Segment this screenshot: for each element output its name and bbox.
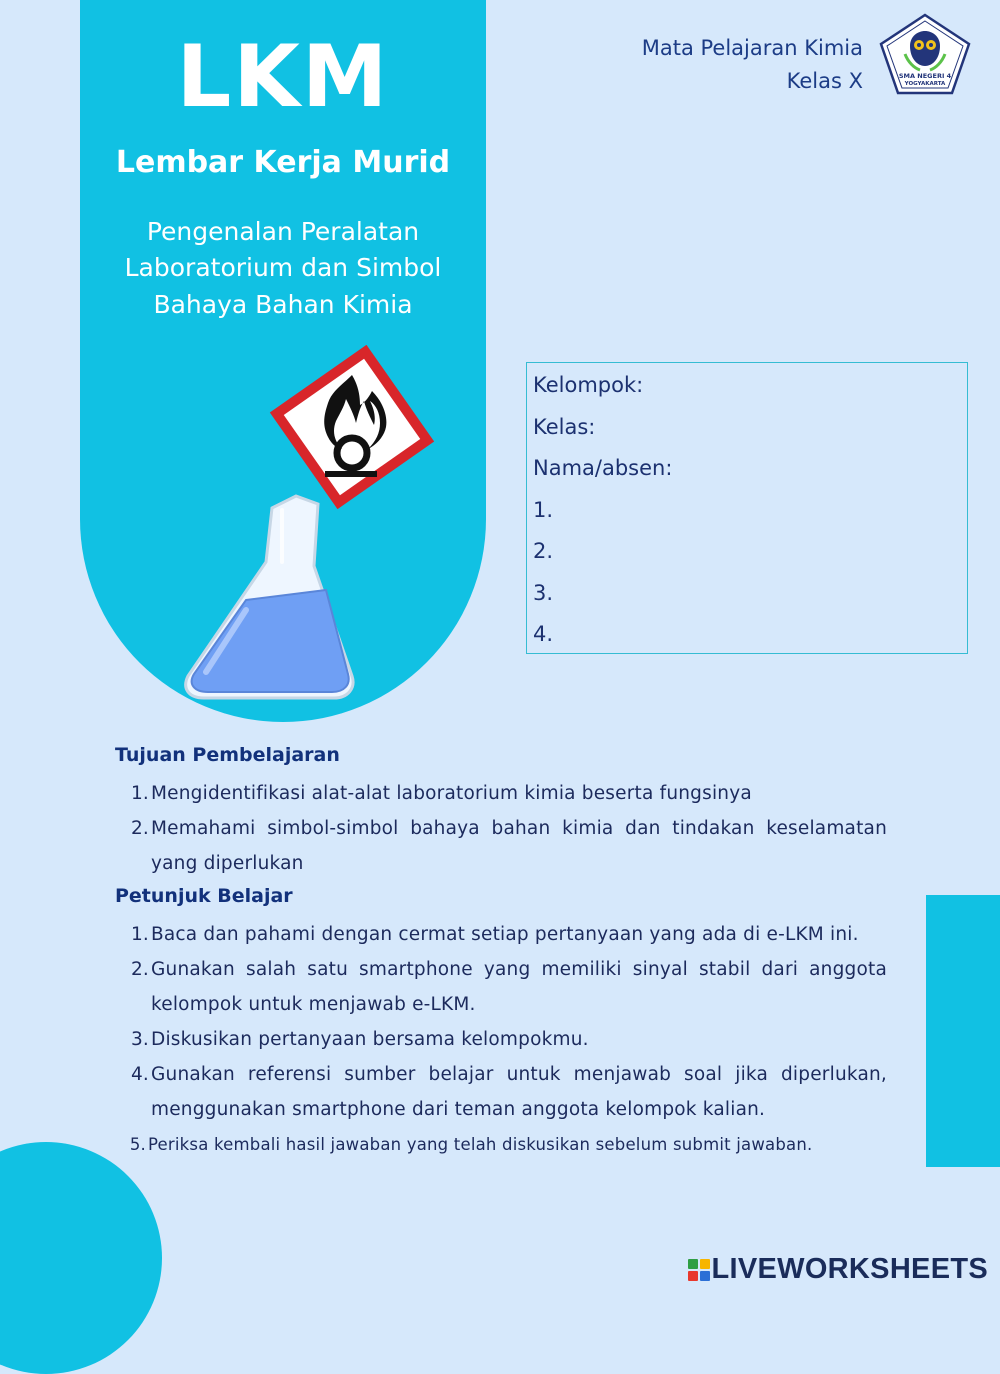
school-logo [878,12,972,96]
class-level: Kelas X [786,68,863,93]
logo-school-name: SMA NEGERI 4 [898,72,952,80]
page-subtitle: Lembar Kerja Murid [115,145,451,180]
list-item-text: Memahami simbol-simbol bahaya bahan kimia dan tindakan keselamatan yang diperlukan [151,818,887,874]
list-item [115,952,887,1022]
liveworksheets-logo-icon [688,1259,710,1281]
oxidizer-hazard-icon [262,345,442,510]
topic-line: Bahaya Bahan Kimia [153,289,413,319]
subject-name: Mata Pelajaran Kimia [641,36,863,60]
instructions-content [115,740,887,1163]
topic-title [80,214,486,323]
list-item [115,917,887,952]
member-line[interactable]: 1. [533,497,554,522]
list-item-text: Periksa kembali hasil jawaban yang telah diskusikan sebelum submit jawaban. [148,1135,813,1154]
list-item-text: Baca dan pahami dengan cermat setiap pertanyaan yang ada di e-LKM ini. [151,924,859,945]
group-field[interactable]: Kelompok: [533,373,644,397]
name-field[interactable]: Nama/absen: [533,456,673,480]
list-item-text: Diskusikan pertanyaan bersama kelompokmu. [151,1029,589,1050]
list-item [115,1127,887,1163]
list-item-number: 3. [130,1029,149,1050]
list-item-number: 2. [130,959,149,980]
list-item [115,811,887,881]
topic-line: Laboratorium dan Simbol [124,253,442,283]
side-decoration-bar [926,895,1000,1167]
brand-name: LIVEWORKSHEETS [711,1253,988,1285]
list-item-text: Gunakan referensi sumber belajar untuk menjawab soal jika diperlukan, menggunakan smartphone dari teman anggota kelompok kalian. [151,1064,887,1120]
list-item-text: Mengidentifikasi alat-alat laboratorium kimia beserta fungsinya [151,783,752,804]
liveworksheets-brand [688,1253,989,1286]
topic-line: Pengenalan Peralatan [146,217,420,246]
member-line[interactable]: 2. [533,539,554,563]
corner-decoration [0,1142,162,1374]
list-item-text: Gunakan salah satu smartphone yang memiliki sinyal stabil dari anggota kelompok untuk menjawab e-LKM. [151,959,887,1015]
logo-school-city: YOGYAKARTA [904,81,946,87]
member-line[interactable]: 3. [533,580,554,605]
list-item [115,1022,887,1057]
list-item [115,1057,887,1127]
list-item-number: 4. [130,1064,149,1085]
subject-info [642,32,863,97]
class-field[interactable]: Kelas: [533,414,596,439]
erlenmeyer-flask-icon [180,492,362,702]
list-item-number: 1. [130,924,149,945]
page-title: LKM [176,27,390,127]
study-instructions-heading: Petunjuk Belajar [115,885,293,907]
identity-box [526,362,968,654]
member-line[interactable]: 4. [533,622,554,646]
list-item-number: 2. [130,818,149,839]
list-item-number: 5. [129,1135,146,1154]
list-item-number: 1. [130,783,149,804]
list-item [115,776,887,811]
learning-goals-heading: Tujuan Pembelajaran [115,744,340,766]
